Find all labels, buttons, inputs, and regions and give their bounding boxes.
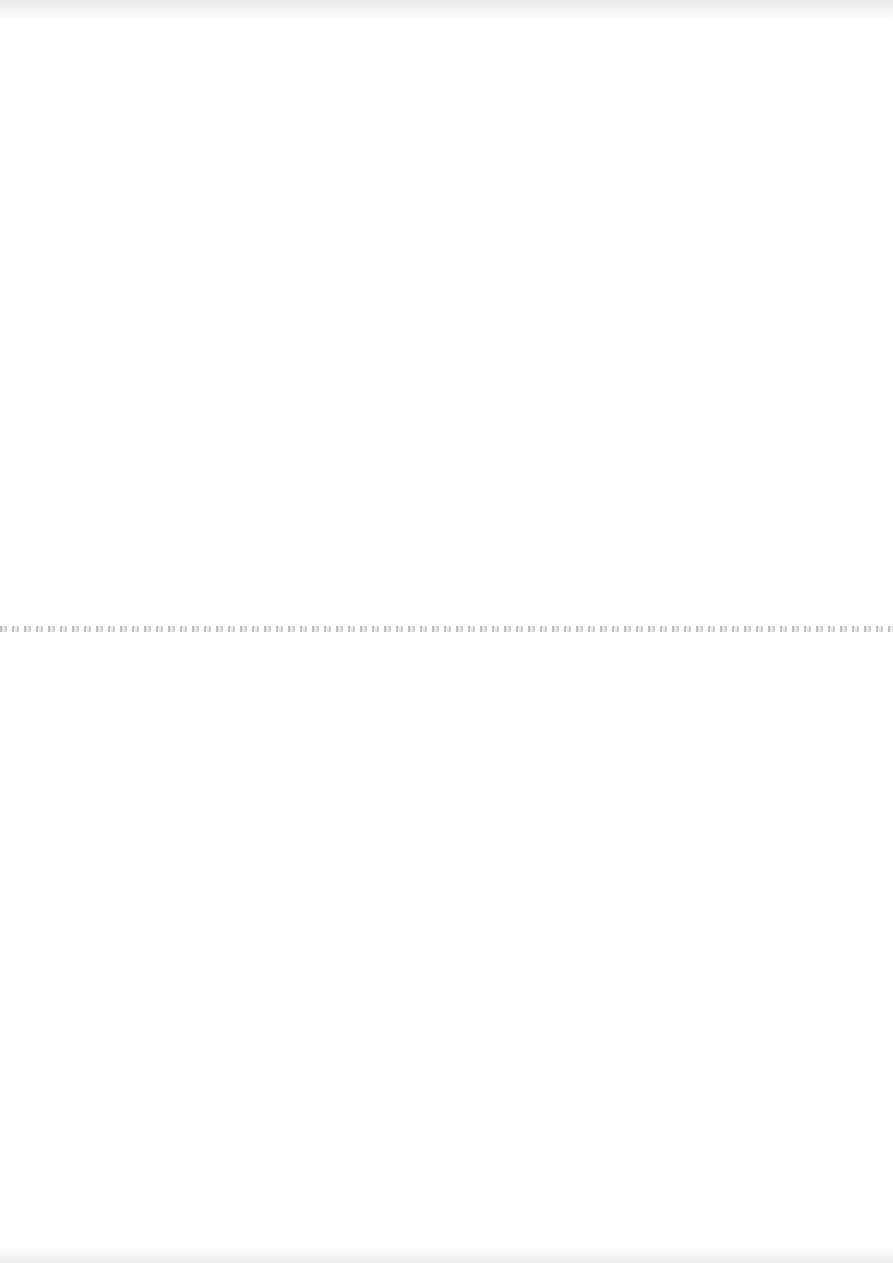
book-gutter bbox=[0, 626, 893, 632]
scan-shadow-bottom bbox=[0, 1247, 893, 1263]
scan-shadow-top bbox=[0, 0, 893, 20]
